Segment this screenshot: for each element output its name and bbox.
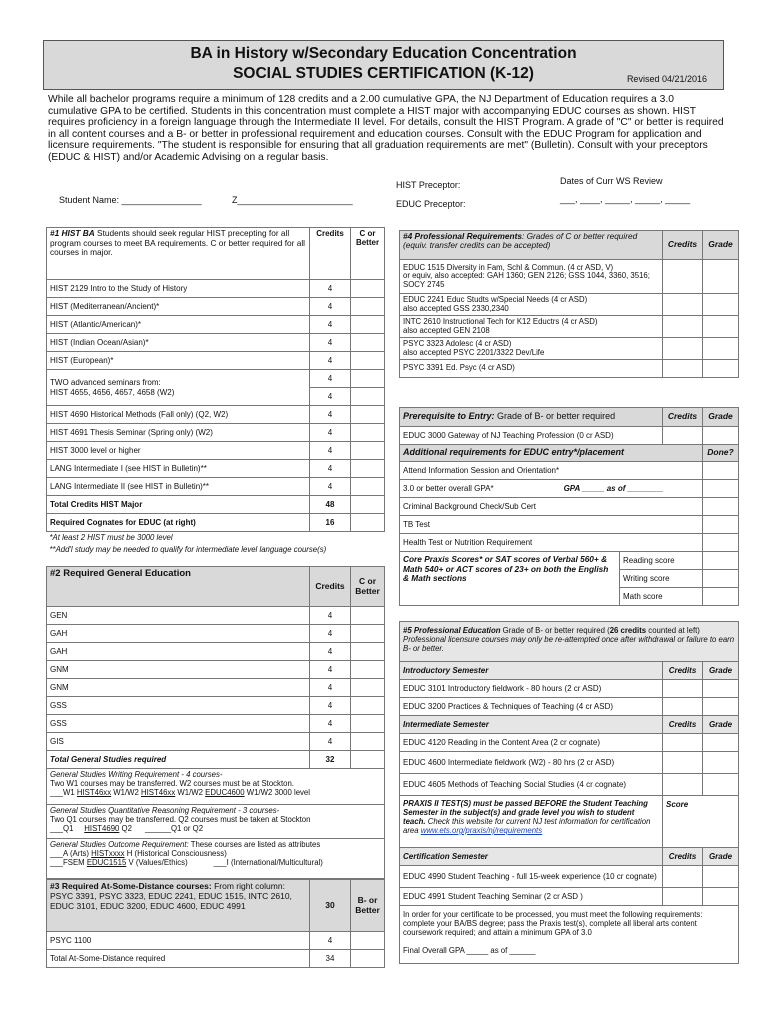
table-row [400,338,739,360]
table-row [400,516,739,534]
credits-cell: 4 [310,370,351,388]
grade-cell[interactable] [351,733,385,751]
table-row [400,534,739,552]
col-grade: C or Better [351,228,385,280]
course-name: HIST (Atlantic/American)* [47,316,310,334]
course-name: EDUC 3101 Introductory fieldwork - 80 hours (2 cr ASD) [400,680,663,698]
course-name: EDUC 4991 Student Teaching Seminar (2 cr ASD ) [400,888,663,906]
grade-cell[interactable] [351,316,385,334]
grade-cell[interactable] [351,607,385,625]
table-row [47,625,385,643]
credits-cell: 4 [310,316,351,334]
grade-cell[interactable] [703,260,739,294]
certificate-processing-note: In order for your certificate to be processed, you must meet the following requirements: complete your BA/BS degree; pass the Praxis test(s), complete all liberal arts content coursework required; and attain a minimum GPA of 3.0 Final Overall GPA _____ as of ______ [400,906,739,964]
grade-cell[interactable] [703,294,739,316]
title-line-1: BA in History w/Secondary Education Concentration [190,45,577,62]
credits-cell: 4 [310,280,351,298]
credits-cell: 4 [310,643,351,661]
course-name: GNM [47,679,310,697]
grade-cell[interactable] [351,298,385,316]
credits-cell: 4 [310,715,351,733]
course-name: EDUC 3200 Practices & Techniques of Teaching (4 cr ASD) [400,698,663,716]
table-row [400,752,739,774]
course-name: HIST 4691 Thesis Seminar (Spring only) (W2) [47,424,310,442]
credits-cell: 4 [310,406,351,424]
grade-cell[interactable] [703,734,739,752]
asd-grade: B- or Better [351,880,385,932]
grade-cell[interactable] [351,643,385,661]
col-credits: Credits [663,662,703,680]
course-name: PSYC 3323 Adolesc (4 cr ASD) also accepted PSYC 2201/3322 Dev/Life [400,338,663,360]
grade-cell[interactable] [351,424,385,442]
credits-cell[interactable] [663,260,703,294]
col-grade: Grade [703,848,739,866]
hist-preceptor-label: HIST Preceptor: [396,180,461,190]
credits-cell[interactable] [663,752,703,774]
done-cell[interactable] [703,516,739,534]
course-name: EDUC 4990 Student Teaching - full 15-week experience (10 cr cognate) [400,866,663,888]
prerequisite-header: Prerequisite to Entry: Grade of B- or better required [400,408,663,427]
advanced-seminars-row: TWO advanced seminars from: HIST 4655, 4656, 4657, 4658 (W2) [47,370,310,406]
col-credits: Credits [663,716,703,734]
requirement-item: Criminal Background Check/Sub Cert [400,498,703,516]
course-name: HIST (European)* [47,352,310,370]
table-row [400,498,739,516]
credits-cell[interactable] [663,316,703,338]
note-language: **Add'l study may be needed to qualify for intermediate level language course(s) [49,544,327,554]
credits-cell[interactable] [663,888,703,906]
done-cell[interactable] [703,534,739,552]
table-row [47,679,385,697]
table-row [47,478,385,496]
course-name: HIST (Indian Ocean/Asian)* [47,334,310,352]
total-asd-credits: 34 [310,950,351,968]
hist-major-table [46,227,385,556]
total-hist-major-label: Total Credits HIST Major [47,496,310,514]
credits-cell[interactable] [663,680,703,698]
table-row [47,661,385,679]
col-credits: Credits [663,848,703,866]
course-name: PSYC 3391 Ed. Psyc (4 cr ASD) [400,360,663,378]
total-gen-ed-label: Total General Studies required [47,751,310,769]
course-name: EDUC 1515 Diversity in Fam, Schl & Commun. (4 cr ASD, V) or equiv, also accepted: GAH 1360; GEN 2126; GSS 1044, 3360, 3516; SOCY 2745 [400,260,663,294]
prerequisite-table [399,407,739,606]
col-grade: Grade [703,662,739,680]
cognates-label: Required Cognates for EDUC (at right) [47,514,310,532]
grade-cell[interactable] [703,338,739,360]
course-name: HIST 3000 level or higher [47,442,310,460]
ets-praxis-link[interactable]: www.ets.org/praxis/nj/requirements [420,826,543,835]
course-name: HIST 4690 Historical Methods (Fall only) (Q2, W2) [47,406,310,424]
credits-cell: 4 [310,424,351,442]
grade-cell[interactable] [703,752,739,774]
table-row [47,334,385,352]
grade-cell[interactable] [351,406,385,424]
table-row [47,424,385,442]
hist-major-header: #1 HIST BA Students should seek regular HIST precepting for all program courses to meet BA requirements. C or better required for all courses in major. [47,228,310,280]
educ-preceptor-label: EDUC Preceptor: [396,199,466,209]
quantitative-requirement: General Studies Quantitative Reasoning Requirement - 3 courses- Two Q1 courses may be transferred. Q2 courses must be taken at Stockton ___Q1 HIST4690 Q2 ______Q1 or Q2 [47,805,385,839]
grade-cell[interactable] [351,715,385,733]
asd-credits: 30 [310,880,351,932]
table-row [400,698,739,716]
intro-paragraph: While all bachelor programs require a minimum of 128 credits and a 2.00 cumulative GPA, the NJ Department of Education requires a 3.0 cumulative GPA to be certified. Students in this concentration must complete a HIST major with accompanying EDUC courses as shown. HIST requires proficiency in a foreign language through the Intermediate II level. For details, consult the HIST Program. A grade of "C" or better is required in all content courses and a B- or better in professional requirement and education courses. Consult with the EDUC Program for application and licensure requirements. "The student is responsible for ensuring that all graduation requirements are met" (Bulletin). Consult with your preceptors (EDUC & HIST) and/or Academic Advising on a regular basis. [48,94,724,163]
grade-cell[interactable] [351,280,385,298]
table-row [400,866,739,888]
col-grade: Grade [703,408,739,427]
certification-semester-label: Certification Semester [400,848,663,866]
dates-review-label: Dates of Curr WS Review [560,176,663,186]
table-row [47,406,385,424]
asd-table [46,879,385,968]
table-row [47,316,385,334]
table-row [400,734,739,752]
total-gen-ed-credits: 32 [310,751,351,769]
course-name: EDUC 4600 Intermediate fieldwork (W2) - 80 hrs (2 cr ASD) [400,752,663,774]
grade-cell[interactable] [351,352,385,370]
outcome-requirement: General Studies Outcome Requirement: These courses are listed as attributes ___A (Arts) HISTxxxx H (Historical Consciousness) ___FSEM EDUC1515 V (Values/Ethics) ___I (International/Multicultural) [47,839,385,879]
grade-cell[interactable] [703,698,739,716]
requirement-item: Attend Information Session and Orientation* [400,462,703,480]
table-row [47,442,385,460]
credits-cell: 4 [310,352,351,370]
course-name: EDUC 4605 Methods of Teaching Social Studies (4 cr cognate) [400,774,663,796]
credits-cell: 4 [310,334,351,352]
cognates-credits: 16 [310,514,351,532]
final-gpa-field[interactable]: Final Overall GPA _____ as of ______ [403,946,536,955]
table-row [400,480,739,498]
table-row [400,260,739,294]
credits-cell: 4 [310,679,351,697]
grade-cell[interactable] [703,316,739,338]
praxis-sat-requirement: Core Praxis Scores* or SAT scores of Verbal 560+ & Math 540+ or ACT scores of 23+ on both the English & Math sections [400,552,620,606]
dates-review-blanks[interactable]: ___, ____, _____, _____, _____ [560,194,691,204]
intro-semester-label: Introductory Semester [400,662,663,680]
total-asd-label: Total At-Some-Distance required [47,950,310,968]
done-cell[interactable] [703,498,739,516]
z-number-field[interactable]: Z_______________________ [232,195,353,205]
table-row [47,298,385,316]
grade-cell[interactable] [703,888,739,906]
gen-ed-table [46,566,385,879]
prof-ed-header: #5 Professional Education Grade of B- or better required (26 credits counted at left) Professional licensure courses may only be re-attempted once after withdrawal or failure to earn B- or better. [400,622,739,662]
credits-cell: 4 [310,697,351,715]
table-row [400,774,739,796]
course-name: GEN [47,607,310,625]
student-name-field[interactable]: Student Name: ________________ [59,195,202,205]
table-row [47,280,385,298]
grade-cell[interactable] [703,360,739,378]
course-name: GSS [47,715,310,733]
grade-cell[interactable] [351,625,385,643]
requirement-item: Health Test or Nutrition Requirement [400,534,703,552]
course-name: LANG Intermediate I (see HIST in Bulletin)** [47,460,310,478]
grade-cell[interactable] [703,866,739,888]
course-name: GNM [47,661,310,679]
table-row [47,643,385,661]
table-row [400,294,739,316]
title-line-2: SOCIAL STUDIES CERTIFICATION (K-12) [233,65,534,82]
credits-cell[interactable] [663,427,703,445]
credits-cell: 4 [310,625,351,643]
credits-cell: 4 [310,298,351,316]
requirement-item: 3.0 or better overall GPA* GPA _____ as of ________ [400,480,703,498]
credits-cell: 4 [310,733,351,751]
professional-requirements-table [399,230,739,378]
col-grade: C or Better [351,567,385,607]
table-row [47,607,385,625]
done-cell[interactable] [703,480,739,498]
course-name: LANG Intermediate II (see HIST in Bulletin)** [47,478,310,496]
credits-cell: 4 [310,932,351,950]
credits-cell: 4 [310,460,351,478]
grade-cell[interactable] [351,388,385,406]
table-row [47,715,385,733]
praxis-ii-requirement: PRAXIS II TEST(S) must be passed BEFORE the Student Teaching Semester in the subject(s) and grade level you wish to student teach. Check this website for current NJ test information for certification area www.ets.org/praxis/nj/requirements [400,796,663,848]
grade-cell[interactable] [351,442,385,460]
grade-cell[interactable] [351,932,385,950]
table-row [47,352,385,370]
gpa-blank-field[interactable]: GPA _____ as of ________ [563,483,664,493]
educ-3000-row: EDUC 3000 Gateway of NJ Teaching Profession (0 cr ASD) [400,427,663,445]
grade-cell[interactable] [351,697,385,715]
course-name: GAH [47,643,310,661]
course-name: EDUC 2241 Educ Studts w/Special Needs (4 cr ASD) also accepted GSS 2330,2340 [400,294,663,316]
table-row [47,697,385,715]
grade-cell[interactable] [351,334,385,352]
grade-cell[interactable] [351,679,385,697]
professional-education-table [399,621,739,964]
col-credits: Credits [310,567,351,607]
grade-cell[interactable] [703,680,739,698]
credits-cell: 4 [310,442,351,460]
credits-cell: 4 [310,388,351,406]
course-name: INTC 2610 Instructional Tech for K12 Eductrs (4 cr ASD) also accepted GEN 2108 [400,316,663,338]
col-grade: Grade [703,231,739,260]
gen-ed-header: #2 Required General Education [47,567,310,607]
credits-cell[interactable] [663,734,703,752]
col-done: Done? [703,445,739,462]
course-name: EDUC 4120 Reading in the Content Area (2 cr cognate) [400,734,663,752]
col-credits: Credits [310,228,351,280]
credits-cell[interactable] [663,294,703,316]
table-row [400,360,739,378]
grade-cell[interactable] [351,370,385,388]
course-name: HIST 2129 Intro to the Study of History [47,280,310,298]
grade-cell[interactable] [351,661,385,679]
col-credits: Credits [663,231,703,260]
table-row [400,316,739,338]
revised-date: Revised 04/21/2016 [626,74,707,84]
col-credits: Credits [663,408,703,427]
psyc-1100-row: PSYC 1100 [47,932,310,950]
course-name: GSS [47,697,310,715]
grade-cell[interactable] [703,427,739,445]
credits-cell[interactable] [663,866,703,888]
grade-cell[interactable] [351,460,385,478]
course-name: HIST (Mediterranean/Ancient)* [47,298,310,316]
requirement-item: TB Test [400,516,703,534]
grade-cell[interactable] [351,478,385,496]
math-score-field[interactable]: Math score [620,588,703,606]
col-grade: Grade [703,716,739,734]
table-row [47,460,385,478]
credits-cell: 4 [310,607,351,625]
praxis-score-field[interactable]: Score [663,796,739,848]
done-cell[interactable] [703,462,739,480]
credits-cell: 4 [310,478,351,496]
course-name: GAH [47,625,310,643]
additional-req-header: Additional requirements for EDUC entry*/placement [400,445,703,462]
prof-req-header: #4 Professional Requirements: Grades of C or better required (equiv. transfer credits can be accepted) [400,231,663,260]
asd-header: #3 Required At-Some-Distance courses: From right column: PSYC 3391, PSYC 3323, EDUC 2241, EDUC 1515, INTC 2610, EDUC 3101, EDUC 3200, EDUC 4600, EDUC 4991 [47,880,310,932]
title-banner [43,40,724,90]
intermediate-semester-label: Intermediate Semester [400,716,663,734]
writing-score-field[interactable]: Writing score [620,570,703,588]
table-row [400,680,739,698]
grade-cell[interactable] [703,774,739,796]
table-row [47,733,385,751]
credits-cell[interactable] [663,698,703,716]
credits-cell[interactable] [663,338,703,360]
table-row [400,462,739,480]
writing-requirement: General Studies Writing Requirement - 4 courses- Two W1 courses may be transferred. W2 courses must be at Stockton. ___W1 HIST46xx W1/W2 HIST46xx W1/W2 EDUC4600 W1/W2 3000 level [47,769,385,805]
course-name: GIS [47,733,310,751]
table-row [400,888,739,906]
credits-cell[interactable] [663,774,703,796]
note-3000-level: *At least 2 HIST must be 3000 level [47,532,385,544]
total-hist-major-credits: 48 [310,496,351,514]
credits-cell[interactable] [663,360,703,378]
reading-score-field[interactable]: Reading score [620,552,703,570]
credits-cell: 4 [310,661,351,679]
